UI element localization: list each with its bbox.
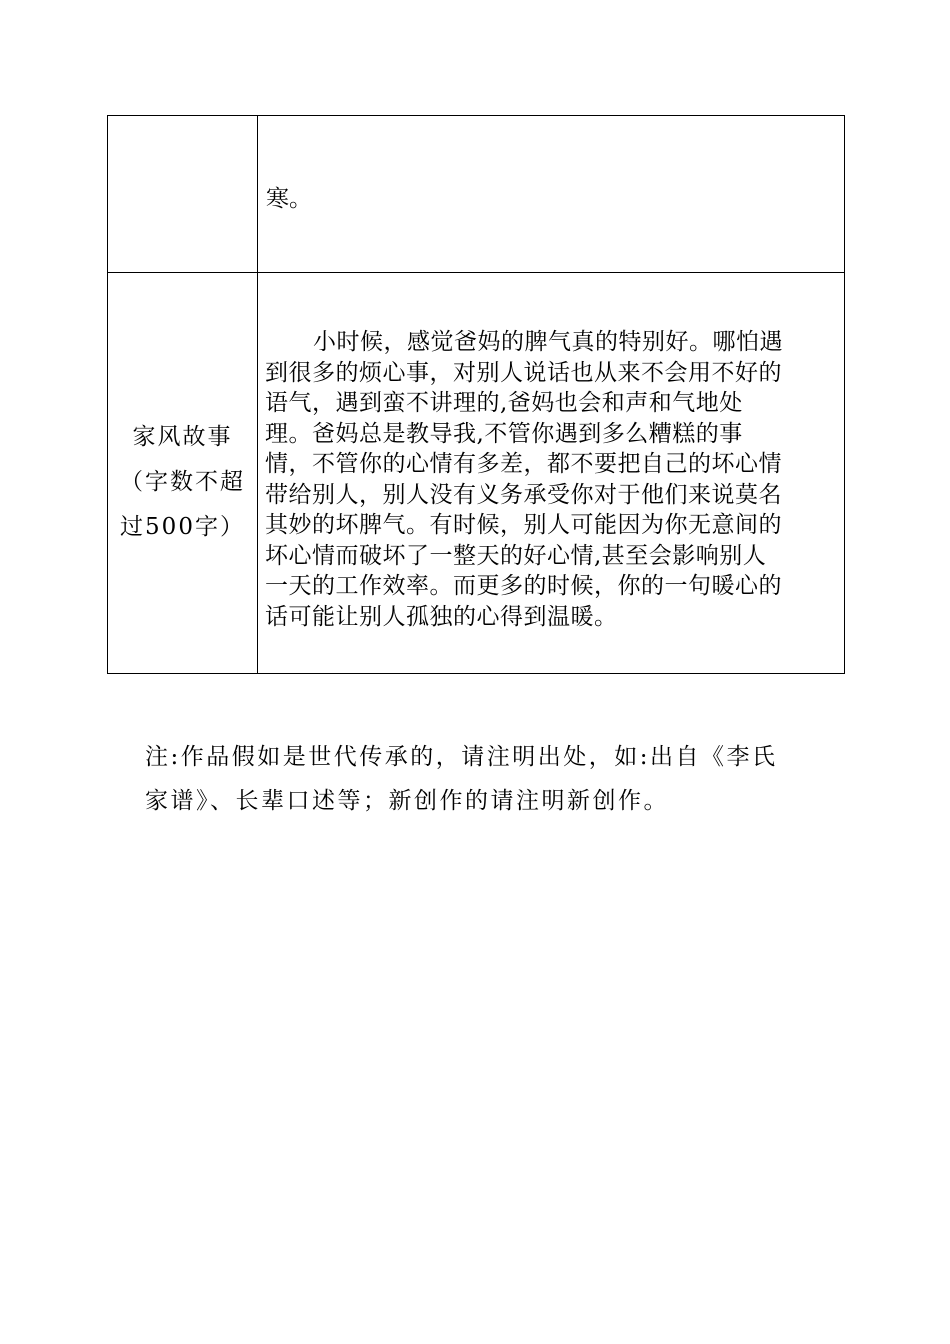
story-line: 话可能让别人孤独的心得到温暖。 [265, 603, 618, 630]
continued-row [108, 116, 845, 273]
story-label [108, 415, 257, 550]
story-line: 小时候，感觉爸妈的脾气真的特别好。哪怕遇 [313, 329, 783, 356]
story-line: 语气，遇到蛮不讲理的,爸妈也会和声和气地处 [265, 390, 743, 417]
footnote [145, 735, 825, 823]
story-label-line: 过500字） [120, 514, 245, 541]
story-line: 情，不管你的心情有多差，都不要把自己的坏心情 [265, 451, 782, 478]
story-form-table [107, 115, 845, 674]
continued-text: 寒。 [266, 186, 312, 212]
story-line: 一天的工作效率。而更多的时候，你的一句暖心的 [265, 573, 782, 600]
story-line: 其妙的坏脾气。有时候，别人可能因为你无意间的 [265, 512, 782, 539]
continued-label-cell [108, 116, 258, 273]
footnote-line: 注:作品假如是世代传承的，请注明出处，如:出自《李氏 [145, 744, 778, 770]
story-label-line: 家风故事 [132, 424, 233, 451]
story-label-line: （字数不超 [120, 469, 245, 496]
story-line: 到很多的烦心事，对别人说话也从来不会用不好的 [265, 359, 782, 386]
story-line: 理。爸妈总是教导我,不管你遇到多么糟糕的事 [265, 420, 743, 447]
story-line: 坏心情而破坏了一整天的好心情,甚至会影响别人 [265, 542, 767, 569]
story-row [108, 273, 845, 674]
footnote-line: 家谱》、长辈口述等；新创作的请注明新创作。 [145, 788, 669, 814]
continued-content-cell [258, 116, 845, 273]
story-line: 带给别人，别人没有义务承受你对于他们来说莫名 [265, 481, 782, 508]
story-paragraph [265, 327, 831, 632]
story-content-cell [258, 273, 845, 674]
story-label-cell [108, 273, 258, 674]
